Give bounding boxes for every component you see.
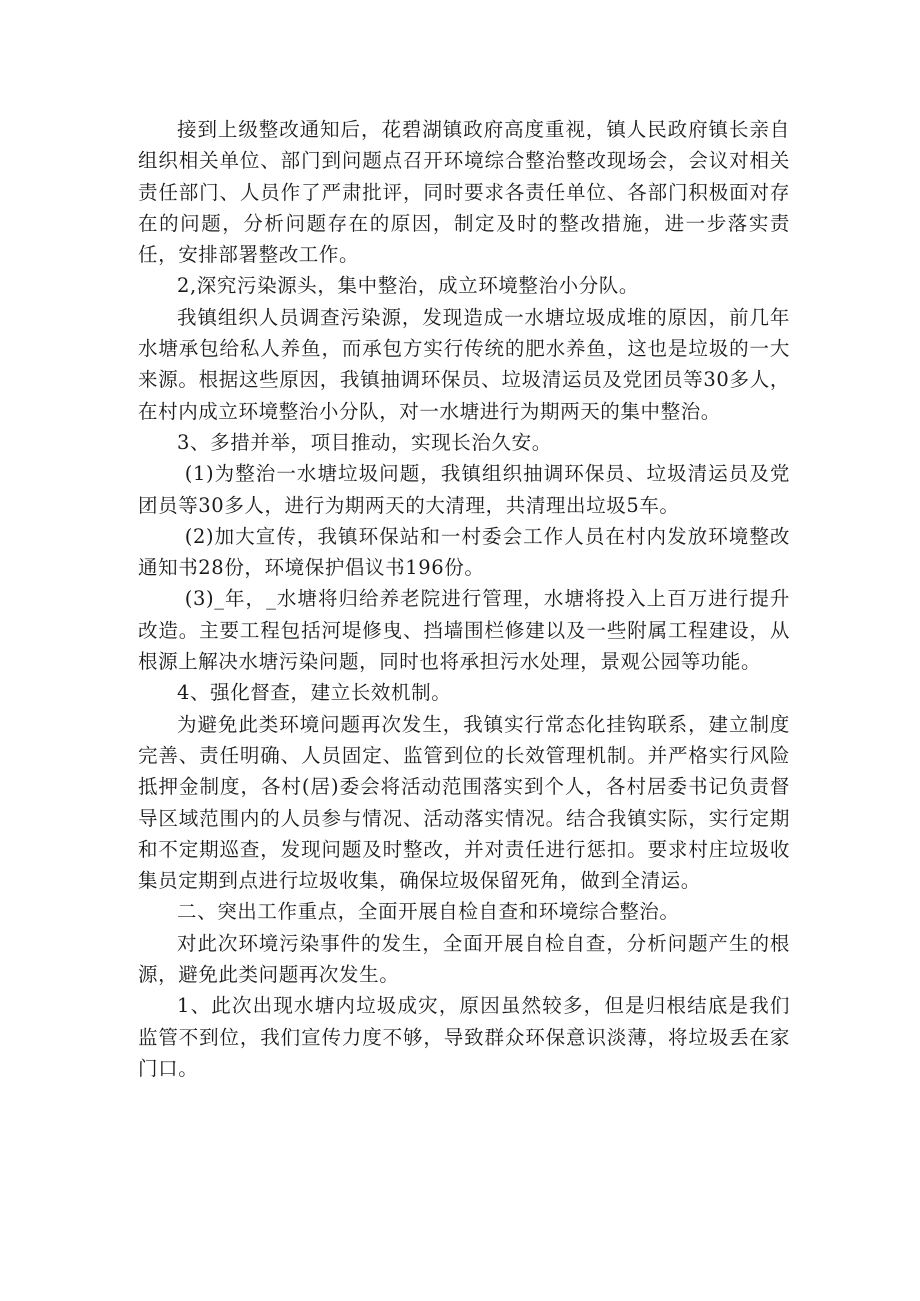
heading-supervision: 4、强化督查，建立长效机制。: [177, 681, 452, 705]
document-body: [138, 114, 790, 1084]
paragraph-rectification-notice: 接到上级整改通知后，花碧湖镇政府高度重视，镇人民政府镇长亲自组织相关单位、部门到问题点召开环境综合整治整改现场会，会议对相关责任部门、人员作了严肃批评，同时要求各责任单位、各部门积极面对存在的问题，分析问题存在的原因，制定及时的整改措施，进一步落实责任，安排部署整改工作。: [138, 118, 790, 267]
paragraph-long-term-mechanism: 为避免此类环境问题再次发生，我镇实行常态化挂钩联系，建立制度完善、责任明确、人员固定、监管到位的长效管理机制。并严格实行风险抵押金制度，各村(居)委会将活动范围落实到个人，各村居委书记负责督导区域范围内的人员参与情况、活动落实情况。结合我镇实际，实行定期和不定期巡查，发现问题及时整改，并对责任进行惩扣。要求村庄垃圾收集员定期到点进行垃圾收集，确保垃圾保留死角，做到全清运。: [138, 712, 790, 893]
list-item-cleanup: (1)为整治一水塘垃圾问题，我镇组织抽调环保员、垃圾清运员及党团员等30多人，进行为期两天的大清理，共清理出垃圾5车。: [138, 462, 790, 517]
heading-pollution-source: 2,深究污染源头，集中整治，成立环境整治小分队。: [177, 274, 640, 298]
heading-key-work: 二、突出工作重点，全面开展自检自查和环境综合整治。: [177, 900, 680, 924]
heading-multiple-measures: 3、多措并举，项目推动，实现长治久安。: [177, 430, 552, 454]
paragraph-cause-analysis: 1、此次出现水塘内垃圾成灾，原因虽然较多，但是归根结底是我们监管不到位，我们宣传力度不够，导致群众环保意识淡薄，将垃圾丢在家门口。: [138, 994, 790, 1080]
list-item-publicity: (2)加大宣传，我镇环保站和一村委会工作人员在村内发放环境整改通知书28份，环境保护倡议书196份。: [138, 524, 790, 580]
paragraph-pollution-investigation: 我镇组织人员调查污染源，发现造成一水塘垃圾成堆的原因，前几年水塘承包给私人养鱼，而承包方实行传统的肥水养鱼，这也是垃圾的一大来源。根据这些原因，我镇抽调环保员、垃圾清运员及党团员等30多人，在村内成立环境整治小分队，对一水塘进行为期两天的集中整治。: [138, 305, 790, 423]
list-item-renovation: (3)_年，_水塘将归给养老院进行管理，水塘将投入上百万进行提升改造。主要工程包括河堤修曳、挡墙围栏修建以及一些附属工程建设，从根源上解决水塘污染问题，同时也将承担污水处理，景观公园等功能。: [138, 587, 790, 674]
paragraph-self-inspection: 对此次环境污染事件的发生，全面开展自检自查，分析问题产生的根源，避免此类问题再次发生。: [138, 931, 790, 987]
